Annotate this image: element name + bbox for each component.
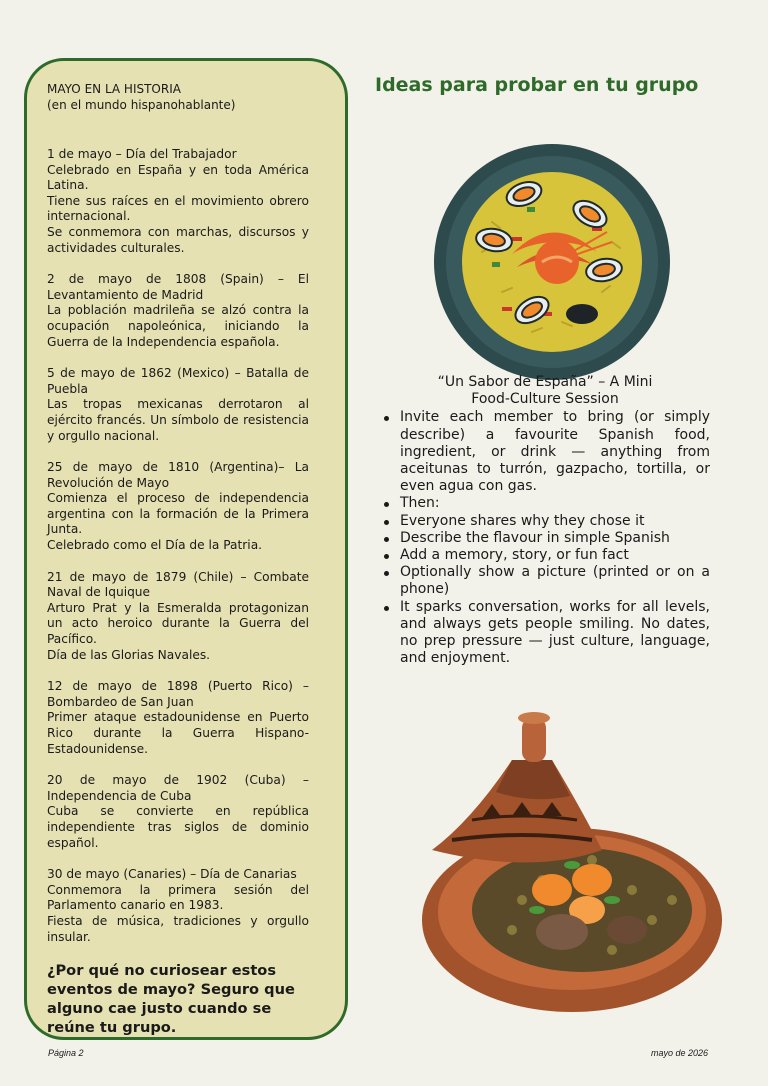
event-heading: 2 de mayo de 1808 (Spain) – El Levantamiento de Madrid [47,272,309,302]
history-event [47,867,309,945]
event-text: Arturo Prat y la Esmeralda protagonizan un acto heroico durante la Guerra del Pacífico. [47,600,309,647]
session-title-line-1: “Un Sabor de España” – A Mini [437,374,653,390]
event-text: Se conmemora con marchas, discursos y actividades culturales. [47,224,309,255]
paella-illustration [432,142,672,382]
footer-page-number: Página 2 [48,1048,84,1058]
event-heading: 1 de mayo – Día del Trabajador [47,147,237,161]
event-text: Día de las Glorias Navales. [47,647,211,662]
tagine-illustration [412,700,728,1016]
session-title-line-2: Food-Culture Session [471,391,619,408]
history-event [47,679,309,757]
event-text: Celebrado en España y en toda América Latina. [47,162,309,193]
event-text: Primer ataque estadounidense en Puerto Rico durante la Guerra Hispano-Estadounidense. [47,710,309,756]
history-event [47,570,309,664]
history-events [47,147,309,945]
event-heading: 30 de mayo (Canaries) – Día de Canarias [47,867,297,882]
history-event [47,773,309,851]
history-header [47,81,309,113]
event-text: Conmemora la primera sesión del Parlamento canario en 1983. [47,882,309,913]
event-text: Comienza el proceso de independencia argentina con la formación de la Primera Junta. [47,491,309,537]
session-title [380,374,710,408]
session-bullet-list [380,409,710,667]
history-event [47,272,309,350]
session-bullet: It sparks conversation, works for all levels, and always gets people smiling. No dates, no prep pressure — just culture, language, and enjoyment. [380,599,710,668]
event-text: Celebrado como el Día de la Patria. [47,538,263,553]
session-bullet: Everyone shares why they chose it [380,513,710,530]
event-text: La población madrileña se alzó contra la ocupación napoleónica, iniciando la Guerra de la Independencia española. [47,303,309,349]
session-bullet: Invite each member to bring (or simply describe) a favourite Spanish food, ingredient, or drink — anything from aceitunas to turrón, gazpacho, tortilla, or even agua con gas. [380,409,710,495]
history-subtitle: (en el mundo hispanohablante) [47,98,236,112]
food-culture-session [380,374,710,667]
history-event [47,366,309,444]
history-call-to-action: ¿Por qué no curiosear estos eventos de mayo? Seguro que alguno cae justo cuando se reúne tu grupo. [47,962,295,1037]
ideas-title: Ideas para probar en tu grupo [375,74,699,96]
event-heading: 20 de mayo de 1902 (Cuba) – Independencia de Cuba [47,773,309,803]
history-panel [24,58,348,1040]
history-event [47,460,309,554]
event-heading: 25 de mayo de 1810 (Argentina)– La Revolución de Mayo [47,460,309,490]
session-bullet: Add a memory, story, or fun fact [380,547,710,564]
event-heading: 12 de mayo de 1898 (Puerto Rico) – Bombardeo de San Juan [47,679,309,709]
event-text: Las tropas mexicanas derrotaron al ejército francés. Un símbolo de resistencia y orgullo nacional. [47,397,309,443]
event-text: Cuba se convierte en república independiente tras siglos de dominio español. [47,804,309,850]
event-text: Fiesta de música, tradiciones y orgullo insular. [47,913,309,944]
event-heading: 21 de mayo de 1879 (Chile) – Combate Naval de Iquique [47,569,309,600]
history-event [47,147,309,256]
event-text: Tiene sus raíces en el movimiento obrero internacional. [47,193,309,224]
session-bullet: Optionally show a picture (printed or on a phone) [380,564,710,598]
session-bullet: Then: [380,495,710,512]
history-title: MAYO EN LA HISTORIA [47,82,181,96]
event-heading: 5 de mayo de 1862 (Mexico) – Batalla de Puebla [47,366,309,396]
footer-date: mayo de 2026 [650,1048,708,1058]
session-bullet: Describe the flavour in simple Spanish [380,530,710,547]
